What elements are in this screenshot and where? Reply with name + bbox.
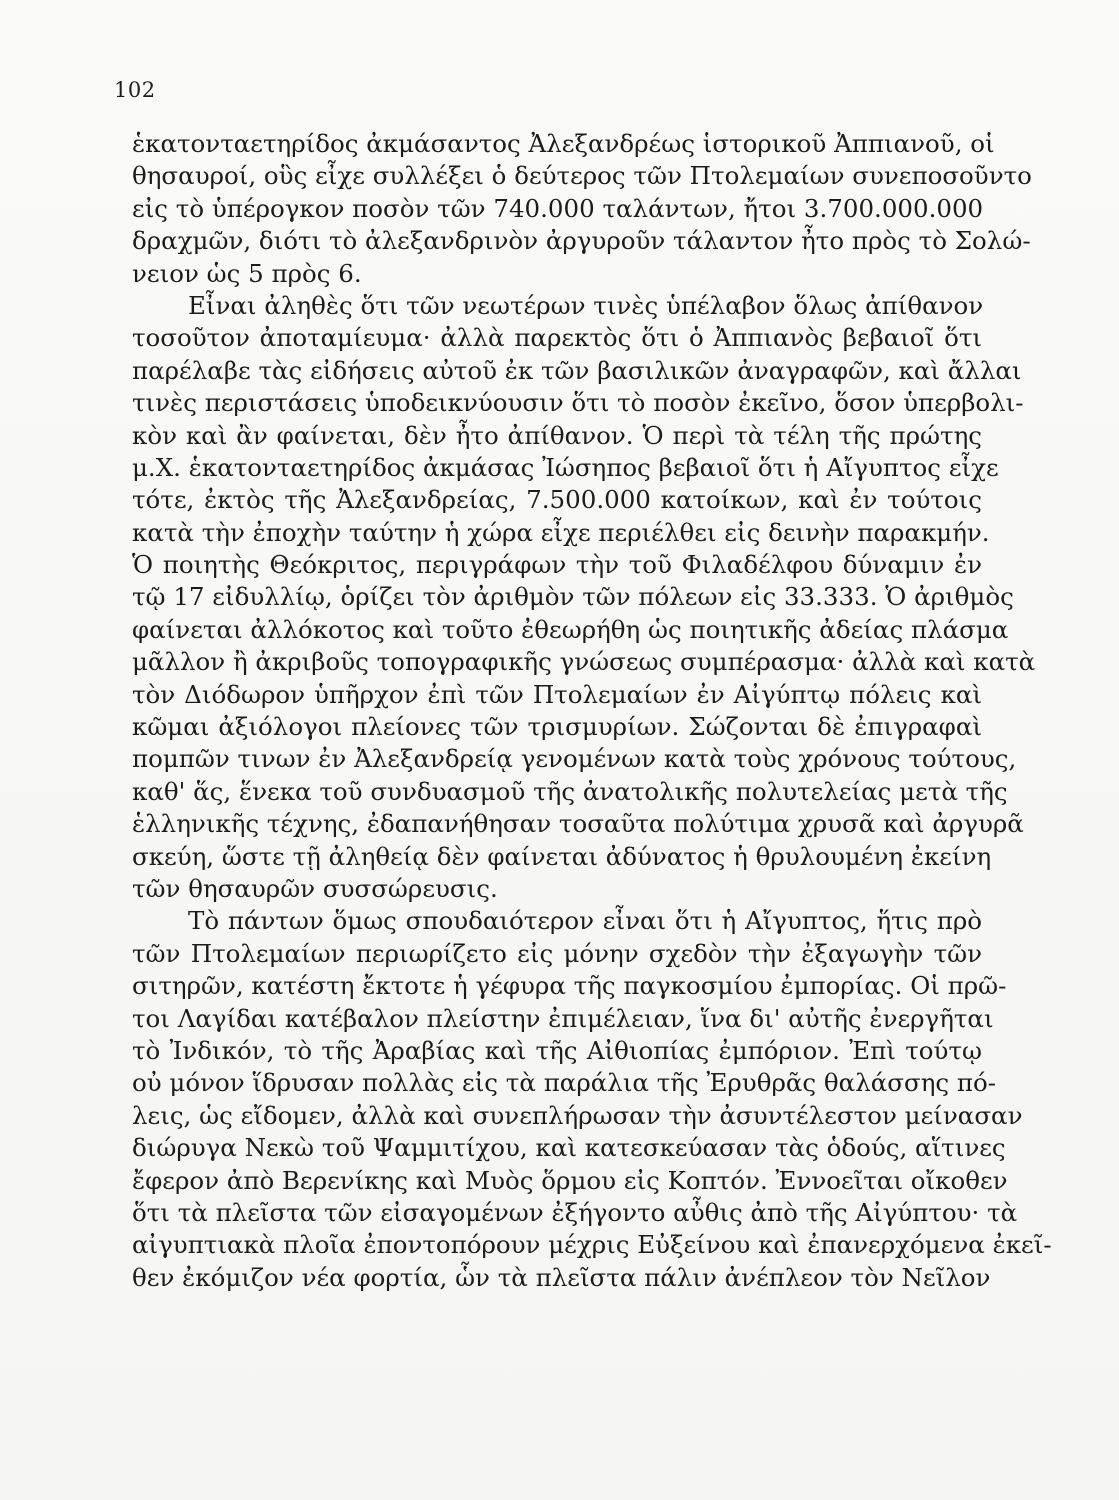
text-line: τοσοῦτον ἀποταμίευμα· ἀλλὰ παρεκτὸς ὅτι ὁ Ἀππιανὸς βεβαιοῖ ὅτι	[132, 323, 982, 353]
text-line: μ.Χ. ἑκατονταετηρίδος ἀκμάσας Ἰώσηπος βεβαιοῖ ὅτι ἡ Αἴγυπτος εἶχε	[132, 452, 999, 482]
text-line: τὸν Διόδωρον ὑπῆρχον ἐπὶ τῶν Πτολεμαίων ἐν Αἰγύπτῳ πόλεις καὶ	[132, 679, 982, 709]
text-line: σιτηρῶν, κατέστη ἔκτοτε ἡ γέφυρα τῆς παγκοσμίου ἐμπορίας. Οἱ πρῶ-	[132, 971, 1007, 1001]
text-line: ὅτι τὰ πλεῖστα τῶν εἰσαγομένων ἐξήγοντο αὖθις ἀπὸ τῆς Αἰγύπτου· τὰ	[132, 1197, 1018, 1227]
text-line: σκεύη, ὥστε τῇ ἀληθείᾳ δὲν φαίνεται ἀδύνατος ἡ θρυλουμένη ἐκείνη	[132, 841, 992, 871]
text-line: λεις, ὡς εἴδομεν, ἀλλὰ καὶ συνεπλήρωσαν τὴν ἀσυντέλεστον μείνασαν	[132, 1100, 1023, 1130]
text-line: εἰς τὸ ὑπέρογκον ποσὸν τῶν 740.000 ταλάντων, ἤτοι 3.700.000.000	[132, 193, 984, 223]
text-line: ἑλληνικῆς τέχνης, ἐδαπανήθησαν τοσαῦτα πολύτιμα χρυσᾶ καὶ ἀργυρᾶ	[132, 809, 1024, 839]
text-line: τῶν θησαυρῶν συσσώρευσις.	[132, 873, 498, 903]
text-line: τότε, ἐκτὸς τῆς Ἀλεξανδρείας, 7.500.000 κατοίκων, καὶ ἐν τούτοις	[132, 485, 982, 515]
text-line: Τὸ πάντων ὅμως σπουδαιότερον εἶναι ὅτι ἡ Αἴγυπτος, ἥτις πρὸ	[188, 906, 982, 936]
text-line: θησαυροί, οὓς εἶχε συλλέξει ὁ δεύτερος τῶν Πτολεμαίων συνεποσοῦντο	[132, 161, 1032, 191]
text-line: τῷ 17 εἰδυλλίῳ, ὁρίζει τὸν ἀριθμὸν τῶν πόλεων εἰς 33.333. Ὁ ἀριθμὸς	[132, 582, 1014, 612]
page-number: 102	[114, 78, 156, 102]
text-line: κατὰ τὴν ἐποχὴν ταύτην ἡ χώρα εἶχε περιέλθει εἰς δεινὴν παρακμήν.	[132, 517, 990, 547]
text-line: πομπῶν τινων ἐν Ἀλεξανδρείᾳ γενομένων κατὰ τοὺς χρόνους τούτους,	[132, 744, 1017, 774]
text-line: παρέλαβε τὰς εἰδήσεις αὐτοῦ ἐκ τῶν βασιλικῶν ἀναγραφῶν, καὶ ἄλλαι	[132, 355, 1022, 385]
text-line: κῶμαι ἀξιόλογοι πλείονες τῶν τρισμυρίων. Σώζονται δὲ ἐπιγραφαὶ	[132, 712, 982, 742]
text-line: οὐ μόνον ἵδρυσαν πολλὰς εἰς τὰ παράλια τῆς Ἐρυθρᾶς θαλάσσης πό-	[132, 1068, 997, 1098]
text-line: Ὁ ποιητὴς Θεόκριτος, περιγράφων τὴν τοῦ Φιλαδέλφου δύναμιν ἐν	[132, 550, 982, 580]
text-line: δραχμῶν, διότι τὸ ἀλεξανδρινὸν ἀργυροῦν τάλαντον ἦτο πρὸς τὸ Σολώ-	[132, 226, 1031, 256]
text-line: καθ' ἅς, ἕνεκα τοῦ συνδυασμοῦ τῆς ἀνατολικῆς πολυτελείας μετὰ τῆς	[132, 776, 1008, 806]
text-line: μᾶλλον ἢ ἀκριβοῦς τοπογραφικῆς γνώσεως συμπέρασμα· ἀλλὰ καὶ κατὰ	[132, 647, 1036, 677]
text-line: αἰγυπτιακὰ πλοῖα ἐποντοπόρουν μέχρις Εὐξείνου καὶ ἐπανερχόμενα ἐκεῖ-	[132, 1230, 1052, 1260]
text-line: τῶν Πτολεμαίων περιωρίζετο εἰς μόνην σχεδὸν τὴν ἐξαγωγὴν τῶν	[132, 938, 982, 968]
text-line: θεν ἐκόμιζον νέα φορτία, ὧν τὰ πλεῖστα πάλιν ἀνέπλεον τὸν Νεῖλον	[132, 1262, 991, 1292]
text-line: νειον ὡς 5 πρὸς 6.	[132, 258, 362, 288]
text-line: Εἶναι ἀληθὲς ὅτι τῶν νεωτέρων τινὲς ὑπέλαβον ὅλως ἀπίθανον	[188, 290, 984, 320]
text-line: τοι Λαγίδαι κατέβαλον πλείστην ἐπιμέλειαν, ἵνα δι' αὐτῆς ἐνεργῆται	[132, 1003, 994, 1033]
text-line: τὸ Ἰνδικόν, τὸ τῆς Ἀραβίας καὶ τῆς Αἰθιοπίας ἐμπόριον. Ἐπὶ τούτῳ	[132, 1035, 982, 1065]
text-line: ἑκατονταετηρίδος ἀκμάσαντος Ἀλεξανδρέως ἱστορικοῦ Ἀππιανοῦ, οἱ	[132, 129, 995, 158]
text-line: ἔφερον ἀπὸ Βερενίκης καὶ Μυὸς ὅρμου εἰς Κοπτόν. Ἐννοεῖται οἴκοθεν	[132, 1165, 1008, 1195]
text-line: φαίνεται ἀλλόκοτος καὶ τοῦτο ἐθεωρήθη ὡς ποιητικῆς ἀδείας πλάσμα	[132, 614, 1009, 644]
text-line: κὸν καὶ ἂν φαίνεται, δὲν ἦτο ἀπίθανον. Ὁ περὶ τὰ τέλη τῆς πρώτης	[132, 420, 982, 450]
text-line: τινὲς περιστάσεις ὑποδεικνύουσιν ὅτι τὸ ποσὸν ἐκεῖνο, ὅσον ὑπερβολι-	[132, 388, 1024, 418]
body-text	[132, 128, 1052, 1294]
text-line: διώρυγα Νεκὼ τοῦ Ψαμμιτίχου, καὶ κατεσκεύασαν τὰς ὁδούς, αἵτινες	[132, 1133, 1006, 1163]
